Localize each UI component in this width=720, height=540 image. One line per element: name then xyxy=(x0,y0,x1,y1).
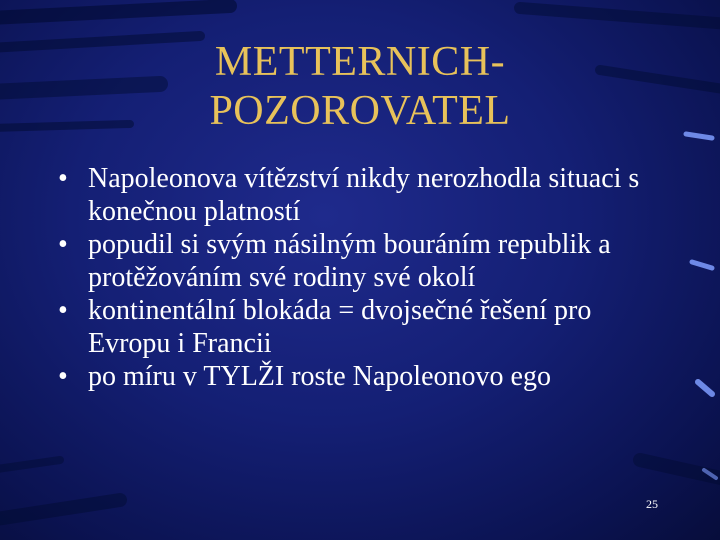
bullet-item xyxy=(58,162,658,228)
bullet-marker: • xyxy=(58,295,68,326)
bullet-text: kontinentální blokáda = dvojsečné řešení pro Evropu i Francii xyxy=(88,295,592,359)
bullet-item xyxy=(58,228,658,294)
decor-streak xyxy=(0,460,60,470)
decor-highlight xyxy=(692,262,712,268)
bullet-text: po míru v TYLŽI roste Napoleonovo ego xyxy=(88,361,551,392)
decor-streak xyxy=(0,500,120,520)
bullet-marker: • xyxy=(58,229,68,260)
decor-streak xyxy=(0,6,230,18)
bullet-text: popudil si svým násilným bouráním republik a protěžováním své rodiny své okolí xyxy=(88,229,611,293)
decor-streak xyxy=(520,8,720,24)
bullet-list xyxy=(58,162,658,393)
bullet-marker: • xyxy=(58,361,68,392)
page-number: 25 xyxy=(646,497,658,511)
slide-title-line-1: METTERNICH- xyxy=(214,39,506,85)
slide-title-line-2: POZOROVATEL xyxy=(209,88,511,134)
decor-streak xyxy=(640,460,720,480)
decor-highlight xyxy=(698,382,712,394)
bullet-item xyxy=(58,360,658,393)
bullet-item xyxy=(58,294,658,360)
slide-title xyxy=(0,38,720,136)
bullet-marker: • xyxy=(58,163,68,194)
bullet-text: Napoleonova vítězství nikdy nerozhodla situaci s konečnou platností xyxy=(88,163,640,227)
